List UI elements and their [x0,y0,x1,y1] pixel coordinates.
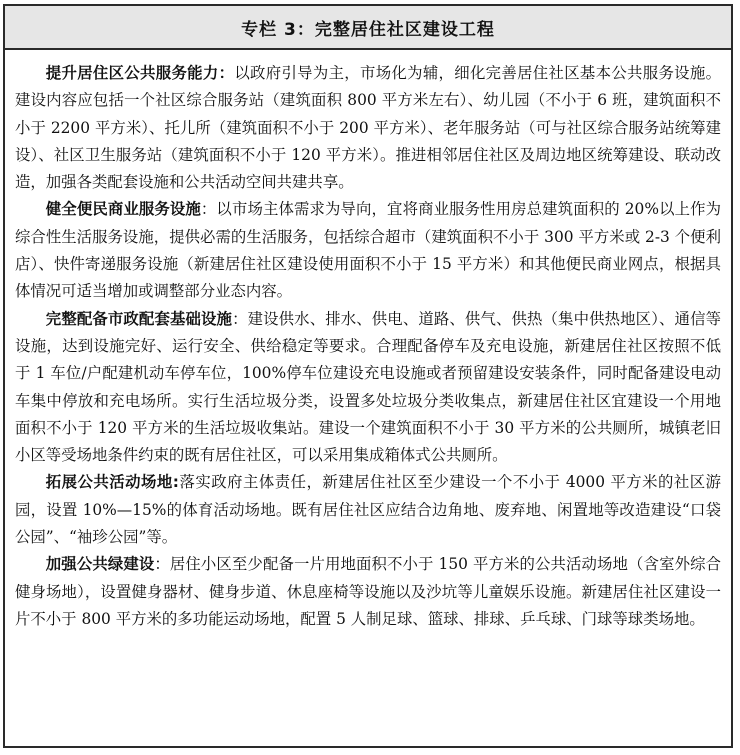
column-box [3,4,733,748]
section-body: ：以市场主体需求为导向，宜将商业服务性用房总建筑面积的 20%以上作为综合性生活服务设施，提供必需的生活服务，包括综合超市（建筑面积不小于 300 平方米或 2-3 个便利店）、快件寄递服务设施（新建居住社区建设使用面积不小于 15 平方米）和其他便民商业网点，根据具体情况可适当增加或调整部分业态内容。 [15,200,721,301]
section-body: ：建设供水、排水、供电、道路、供气、供热（集中供热地区）、通信等设施，达到设施完好、运行安全、供给稳定等要求。合理配备停车及充电设施，新建居住社区按照不低于 1 车位/户配建机动车停车位，100%停车位建设充电设施或者预留建设安装条件，同时配备建设电动车集中停放和充电场所。实行生活垃圾分类，设置多处垃圾分类收集点，新建居住社区宜建设一个用地面积不小于 120 平方米的生活垃圾收集站。建设一个建筑面积不小于 30 平方米的公共厕所，城镇老旧小区等受场地条件约束的既有居住社区，可以采用集成箱体式公共厕所。 [15,309,721,465]
section-municipal-infrastructure [15,306,721,470]
section-commercial-service [15,196,721,305]
column-content [5,50,731,633]
section-heading: 完整配备市政配套基础设施 [45,309,233,328]
column-title: 专栏 3：完整居住社区建设工程 [241,19,495,40]
column-header [5,6,731,50]
section-heading: 拓展公共活动场地: [45,473,179,492]
section-public-service [15,60,721,196]
section-body: 以政府引导为主，市场化为辅，细化完善居住社区基本公共服务设施。建设内容应包括一个社区综合服务站（建筑面积 800 平方米左右）、幼儿园（不小于 6 班，建筑面积不小于 2200 平方米）、托儿所（建筑面积不小于 200 平方米）、老年服务站（可与社区综合服务站统筹建设）、社区卫生服务站（建筑面积不小于 120 平方米）。推进相邻居住社区及周边地区统筹建设、联动改造，加强各类配套设施和公共活动空间共建共享。 [15,64,721,192]
section-public-activity-space [15,469,721,551]
section-heading: 提升居住区公共服务能力： [45,64,235,82]
section-body: ：居住小区至少配备一片用地面积不小于 150 平方米的公共活动场地（含室外综合健身场地），设置健身器材、健身步道、休息座椅等设施以及沙坑等儿童娱乐设施。新建居住社区建设一片不小于 800 平方米的多功能运动场地，配置 5 人制足球、篮球、排球、乒乓球、门球等球类场地。 [15,555,721,628]
section-public-green [15,551,721,633]
section-heading: 加强公共绿建设 [45,555,155,574]
section-heading: 健全便民商业服务设施 [45,200,201,219]
section-body: 落实政府主体责任，新建居住社区至少建设一个不小于 4000 平方米的社区游园，设置 10%—15%的体育活动场地。既有居住社区应结合边角地、废弃地、闲置地等改造建设“口袋公园”、“袖珍公园”等。 [15,473,721,547]
